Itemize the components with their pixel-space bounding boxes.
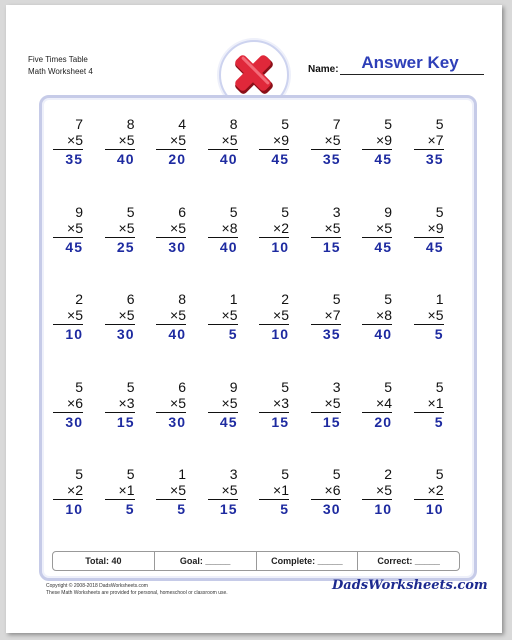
problem-bar bbox=[208, 237, 238, 238]
problem-bar bbox=[105, 412, 135, 413]
problem bbox=[362, 466, 392, 517]
problem-bar bbox=[105, 324, 135, 325]
problem bbox=[311, 116, 341, 167]
problem-multiplier: ×5 bbox=[221, 132, 238, 148]
problem-bar bbox=[362, 499, 392, 500]
problem-answer: 5 bbox=[228, 326, 238, 342]
problem bbox=[105, 379, 135, 430]
problem-top: 5 bbox=[435, 116, 444, 132]
problem-answer: 45 bbox=[271, 151, 289, 167]
problem-top: 2 bbox=[75, 291, 83, 307]
problem-top: 5 bbox=[229, 203, 238, 220]
problem-answer: 45 bbox=[425, 238, 444, 255]
problem-top: 5 bbox=[281, 116, 289, 132]
problem-bar bbox=[208, 149, 238, 150]
problem-top: 3 bbox=[229, 466, 238, 482]
problem bbox=[156, 379, 186, 430]
problem-top: 6 bbox=[178, 378, 186, 395]
problem-multiplier: ×5 bbox=[170, 482, 186, 498]
problem bbox=[53, 466, 83, 517]
problem-top: 9 bbox=[229, 378, 238, 395]
problem-multiplier: ×1 bbox=[118, 482, 135, 498]
problem-bar bbox=[311, 149, 341, 150]
problem-bar bbox=[156, 149, 186, 150]
problem-multiplier: ×1 bbox=[427, 394, 444, 411]
problem bbox=[259, 466, 289, 517]
problem-answer: 30 bbox=[65, 413, 83, 430]
problem-top: 6 bbox=[178, 203, 186, 220]
problem bbox=[259, 379, 289, 430]
problem-answer: 45 bbox=[374, 238, 392, 255]
problem-top: 1 bbox=[435, 291, 444, 307]
score-bar bbox=[52, 551, 460, 571]
problem bbox=[156, 291, 186, 342]
problem-top: 8 bbox=[126, 116, 135, 132]
problem-answer: 10 bbox=[271, 238, 289, 255]
problem bbox=[414, 116, 444, 167]
problem bbox=[53, 291, 83, 342]
problem-bar bbox=[208, 324, 238, 325]
problem-answer: 5 bbox=[434, 326, 444, 342]
problem-answer: 30 bbox=[168, 413, 186, 430]
problem-answer: 45 bbox=[219, 413, 238, 430]
problem-answer: 10 bbox=[374, 501, 392, 517]
problem-bar bbox=[105, 499, 135, 500]
problem-top: 5 bbox=[126, 378, 135, 395]
problem bbox=[53, 116, 83, 167]
problem-top: 1 bbox=[229, 291, 238, 307]
problem-top: 9 bbox=[75, 203, 83, 220]
problem-top: 8 bbox=[229, 116, 238, 132]
problem bbox=[208, 204, 238, 255]
problem-answer: 40 bbox=[168, 326, 186, 342]
problem-bar bbox=[53, 149, 83, 150]
problem-multiplier: ×5 bbox=[67, 307, 83, 323]
problem-top: 5 bbox=[384, 116, 392, 132]
problem-multiplier: ×5 bbox=[170, 394, 186, 411]
problem-answer: 15 bbox=[322, 238, 341, 255]
problem-multiplier: ×5 bbox=[324, 132, 341, 148]
problem-answer: 40 bbox=[116, 151, 135, 167]
problem-answer: 20 bbox=[374, 413, 392, 430]
problem-bar bbox=[105, 149, 135, 150]
problem-multiplier: ×5 bbox=[273, 307, 289, 323]
problem-top: 6 bbox=[126, 291, 135, 307]
problem-answer: 40 bbox=[374, 326, 392, 342]
problem-bar bbox=[259, 412, 289, 413]
problem-bar bbox=[414, 324, 444, 325]
problem-multiplier: ×6 bbox=[67, 394, 83, 411]
problem-top: 5 bbox=[281, 378, 289, 395]
problem bbox=[156, 204, 186, 255]
problem-answer: 40 bbox=[219, 151, 238, 167]
problem-bar bbox=[105, 237, 135, 238]
problem-multiplier: ×5 bbox=[221, 307, 238, 323]
problem-top: 5 bbox=[384, 378, 392, 395]
problem-bar bbox=[259, 149, 289, 150]
problem-multiplier: ×8 bbox=[221, 219, 238, 236]
problem-answer: 10 bbox=[425, 501, 444, 517]
problem bbox=[259, 204, 289, 255]
problem-bar bbox=[362, 324, 392, 325]
problem-bar bbox=[259, 324, 289, 325]
complete-field: Complete: _____ bbox=[257, 552, 359, 570]
problem-multiplier: ×5 bbox=[118, 219, 135, 236]
problem bbox=[414, 204, 444, 255]
problem-bar bbox=[53, 237, 83, 238]
problem bbox=[362, 116, 392, 167]
problem bbox=[105, 116, 135, 167]
problem-top: 5 bbox=[281, 203, 289, 220]
correct-field: Correct: _____ bbox=[377, 556, 440, 566]
problem-top: 5 bbox=[435, 378, 444, 395]
problem-top: 4 bbox=[178, 116, 186, 132]
problem bbox=[208, 379, 238, 430]
problem-top: 5 bbox=[75, 378, 83, 395]
problem-top: 3 bbox=[332, 378, 341, 395]
problem-multiplier: ×5 bbox=[324, 394, 341, 411]
problem-multiplier: ×5 bbox=[376, 482, 392, 498]
problem-bar bbox=[311, 412, 341, 413]
problem-multiplier: ×5 bbox=[170, 132, 186, 148]
problem bbox=[311, 204, 341, 255]
problem bbox=[156, 466, 186, 517]
problem bbox=[414, 379, 444, 430]
problem-multiplier: ×7 bbox=[427, 132, 444, 148]
problem-bar bbox=[156, 412, 186, 413]
problem-multiplier: ×2 bbox=[427, 482, 444, 498]
problem-multiplier: ×3 bbox=[118, 394, 135, 411]
problem-bar bbox=[208, 499, 238, 500]
problem-answer: 45 bbox=[65, 238, 83, 255]
problem-bar bbox=[259, 237, 289, 238]
problem-bar bbox=[362, 237, 392, 238]
problem-bar bbox=[53, 412, 83, 413]
problem-top: 2 bbox=[281, 291, 289, 307]
problem-bar bbox=[156, 324, 186, 325]
name-value: Answer Key bbox=[361, 53, 459, 72]
problem bbox=[259, 116, 289, 167]
problem-bar bbox=[414, 237, 444, 238]
problem-answer: 30 bbox=[168, 238, 186, 255]
copyright bbox=[46, 583, 228, 597]
problem-answer: 30 bbox=[322, 501, 341, 517]
problem-bar bbox=[362, 412, 392, 413]
problem bbox=[362, 204, 392, 255]
problem-bar bbox=[53, 324, 83, 325]
problem-top: 5 bbox=[126, 203, 135, 220]
problem bbox=[362, 379, 392, 430]
problem-multiplier: ×5 bbox=[221, 394, 238, 411]
problem-top: 5 bbox=[332, 466, 341, 482]
problem-bar bbox=[362, 149, 392, 150]
name-label: Name: bbox=[308, 64, 339, 75]
problem-multiplier: ×5 bbox=[427, 307, 444, 323]
problem-answer: 45 bbox=[374, 151, 392, 167]
problem-bar bbox=[208, 412, 238, 413]
problem-top: 5 bbox=[435, 203, 444, 220]
problem-answer: 5 bbox=[434, 413, 444, 430]
problem-multiplier: ×8 bbox=[376, 307, 392, 323]
problem-multiplier: ×9 bbox=[376, 132, 392, 148]
copyright-line1: Copyright © 2008-2018 DadsWorksheets.com bbox=[46, 583, 148, 589]
problem bbox=[105, 291, 135, 342]
problem-bar bbox=[414, 149, 444, 150]
problem bbox=[208, 291, 238, 342]
problem-answer: 5 bbox=[177, 501, 186, 517]
problem-multiplier: ×2 bbox=[67, 482, 83, 498]
problem-bar bbox=[414, 499, 444, 500]
problem-multiplier: ×5 bbox=[170, 307, 186, 323]
problem-multiplier: ×5 bbox=[170, 219, 186, 236]
problem-multiplier: ×1 bbox=[273, 482, 289, 498]
problem-top: 5 bbox=[384, 291, 392, 307]
problem-multiplier: ×5 bbox=[376, 219, 392, 236]
problem-multiplier: ×5 bbox=[67, 219, 83, 236]
problem bbox=[105, 466, 135, 517]
problem-answer: 35 bbox=[322, 326, 341, 342]
problem-top: 5 bbox=[126, 466, 135, 482]
problem bbox=[414, 291, 444, 342]
problem-top: 5 bbox=[435, 466, 444, 482]
problem-answer: 15 bbox=[116, 413, 135, 430]
goal-field: Goal: _____ bbox=[155, 552, 257, 570]
problem-multiplier: ×2 bbox=[273, 219, 289, 236]
problem-top: 2 bbox=[384, 466, 392, 482]
worksheet-title-line2: Math Worksheet 4 bbox=[28, 67, 93, 76]
problem bbox=[311, 379, 341, 430]
problem-bar bbox=[53, 499, 83, 500]
total-field: Total: 40 bbox=[53, 552, 155, 570]
problem-top: 5 bbox=[75, 466, 83, 482]
worksheet-title-line1: Five Times Table bbox=[28, 55, 88, 64]
problem bbox=[414, 466, 444, 517]
problem-bar bbox=[311, 324, 341, 325]
problem-answer: 5 bbox=[280, 501, 289, 517]
problem-multiplier: ×9 bbox=[273, 132, 289, 148]
problem-bar bbox=[156, 237, 186, 238]
problem-answer: 15 bbox=[219, 501, 238, 517]
problem-answer: 35 bbox=[322, 151, 341, 167]
problem-answer: 15 bbox=[271, 413, 289, 430]
problem-multiplier: ×5 bbox=[118, 132, 135, 148]
copyright-line2: These Math Worksheets are provided for personal, homeschool or classroom use. bbox=[46, 590, 228, 596]
problem bbox=[53, 204, 83, 255]
problem bbox=[156, 116, 186, 167]
problem-answer: 35 bbox=[65, 151, 83, 167]
problem-multiplier: ×5 bbox=[118, 307, 135, 323]
problem-bar bbox=[311, 499, 341, 500]
problem-answer: 5 bbox=[125, 501, 135, 517]
problem-answer: 25 bbox=[116, 238, 135, 255]
problem bbox=[208, 466, 238, 517]
problem-top: 3 bbox=[332, 203, 341, 220]
problem-answer: 20 bbox=[168, 151, 186, 167]
problem-answer: 35 bbox=[425, 151, 444, 167]
problem-answer: 10 bbox=[271, 326, 289, 342]
problem-answer: 30 bbox=[116, 326, 135, 342]
problem-answer: 10 bbox=[65, 326, 83, 342]
problem-bar bbox=[311, 237, 341, 238]
problem bbox=[259, 291, 289, 342]
problem-top: 5 bbox=[332, 291, 341, 307]
problem bbox=[362, 291, 392, 342]
problem-multiplier: ×7 bbox=[324, 307, 341, 323]
problem-multiplier: ×3 bbox=[273, 394, 289, 411]
problem-top: 1 bbox=[178, 466, 186, 482]
problem-top: 8 bbox=[178, 291, 186, 307]
problem bbox=[311, 466, 341, 517]
problem-multiplier: ×5 bbox=[324, 219, 341, 236]
problem-answer: 10 bbox=[65, 501, 83, 517]
problem-top: 7 bbox=[332, 116, 341, 132]
problem-multiplier: ×5 bbox=[67, 132, 83, 148]
problem-multiplier: ×9 bbox=[427, 219, 444, 236]
problem-multiplier: ×5 bbox=[221, 482, 238, 498]
problem bbox=[208, 116, 238, 167]
problem-bar bbox=[259, 499, 289, 500]
problem-answer: 15 bbox=[322, 413, 341, 430]
problem-top: 5 bbox=[281, 466, 289, 482]
problem-top: 7 bbox=[75, 116, 83, 132]
problem-bar bbox=[156, 499, 186, 500]
dadsworksheets-logo: DadsWorksheets.com bbox=[332, 578, 488, 593]
problem-top: 9 bbox=[384, 203, 392, 220]
problem bbox=[311, 291, 341, 342]
problem bbox=[53, 379, 83, 430]
problem-answer: 40 bbox=[219, 238, 238, 255]
problem-multiplier: ×6 bbox=[324, 482, 341, 498]
problem-bar bbox=[414, 412, 444, 413]
problem-multiplier: ×4 bbox=[376, 394, 392, 411]
problem bbox=[105, 204, 135, 255]
